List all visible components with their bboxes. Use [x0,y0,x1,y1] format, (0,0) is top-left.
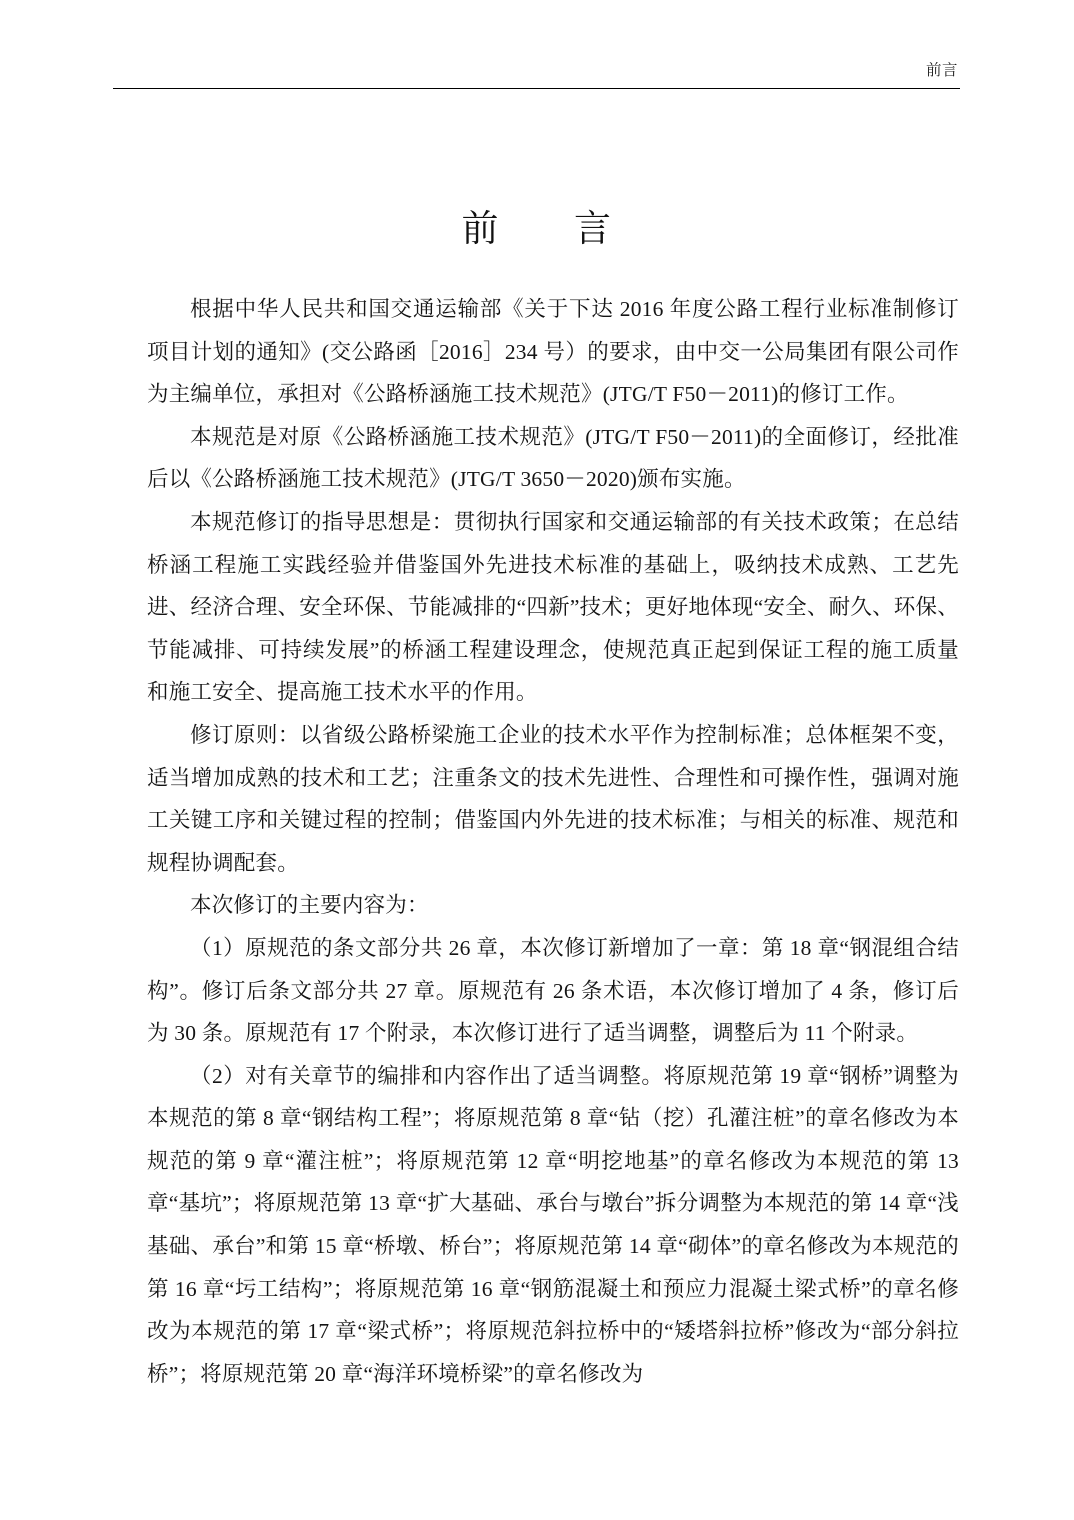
paragraph-1: 根据中华人民共和国交通运输部《关于下达 2016 年度公路工程行业标准制修订项目计划的通知》(交公路函［2016］234 号）的要求，由中交一公局集团有限公司作为主编单位，承担对《公路桥涵施工技术规范》(JTG/T F50－2011)的修订工作。 [147,297,959,407]
page-header [113,62,960,89]
header-divider-rule [113,88,960,89]
page-title: 前 言 [461,209,612,250]
paragraph-2: 本规范是对原《公路桥涵施工技术规范》(JTG/T F50－2011)的全面修订，经批准后以《公路桥涵施工技术规范》(JTG/T 3650－2020)颁布实施。 [147,424,959,492]
running-head-label: 前言 [925,62,958,79]
body-text-block [147,288,959,1395]
paragraph-7-item-2: （2）对有关章节的编排和内容作出了适当调整。将原规范第 19 章“钢桥”调整为本规范的第 8 章“钢结构工程”；将原规范第 8 章“钻（挖）孔灌注桩”的章名修改为本规范的第 9 章“灌注桩”；将原规范第 12 章“明挖地基”的章名修改为本规范的第 13 章“基坑”；将原规范第 13 章“扩大基础、承台与墩台”拆分调整为本规范的第 14 章“浅基础、承台”和第 15 章“桥墩、桥台”；将原规范第 14 章“砌体”的章名修改为本规范的第 16 章“圬工结构”；将原规范第 16 章“钢筋混凝土和预应力混凝土梁式桥”的章名修改为本规范的第 17 章“梁式桥”；将原规范斜拉桥中的“矮塔斜拉桥”修改为“部分斜拉桥”；将原规范第 20 章“海洋环境桥梁”的章名修改为 [147,1063,959,1386]
paragraph-6-item-1: （1）原规范的条文部分共 26 章，本次修订新增加了一章：第 18 章“钢混组合结构”。修订后条文部分共 27 章。原规范有 26 条术语，本次修订增加了 4 条，修订后为 30 条。原规范有 17 个附录，本次修订进行了适当调整，调整后为 11 个附录。 [147,935,959,1046]
paragraph-4: 修订原则：以省级公路桥梁施工企业的技术水平作为控制标准；总体框架不变，适当增加成熟的技术和工艺；注重条文的技术先进性、合理性和可操作性，强调对施工关键工序和关键过程的控制；借鉴国内外先进的技术标准；与相关的标准、规范和规程协调配套。 [147,722,959,875]
paragraph-3: 本规范修订的指导思想是：贯彻执行国家和交通运输部的有关技术政策；在总结桥涵工程施工实践经验并借鉴国外先进技术标准的基础上，吸纳技术成熟、工艺先进、经济合理、安全环保、节能减排的“四新”技术；更好地体现“安全、耐久、环保、节能减排、可持续发展”的桥涵工程建设理念，使规范真正起到保证工程的施工质量和施工安全、提高施工技术水平的作用。 [147,509,959,705]
paragraph-5: 本次修订的主要内容为： [190,893,429,918]
